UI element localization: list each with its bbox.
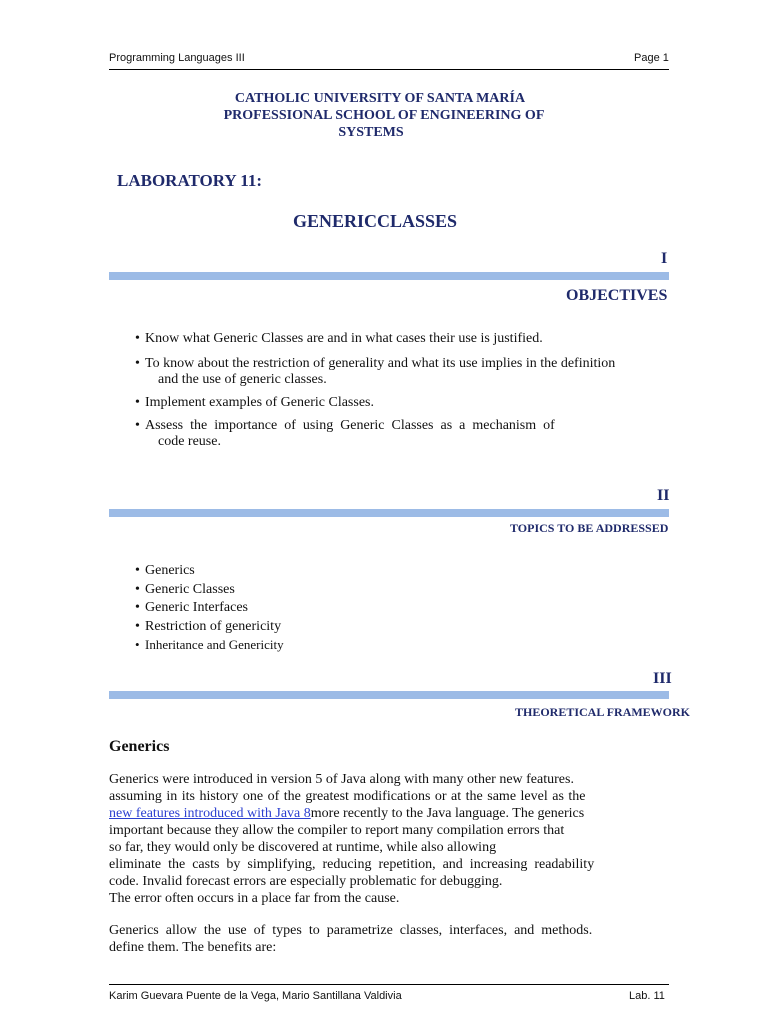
header-rule [109, 69, 669, 70]
topic-item: • Generics [135, 562, 284, 581]
section-3-band [109, 691, 669, 699]
footer-rule [109, 984, 669, 985]
running-header-page: Page 1 [634, 52, 669, 64]
objective-item: • Assess the importance of using Generic Classes as a mechanism of code reuse. [135, 418, 615, 450]
section-1-title: OBJECTIVES [566, 287, 668, 304]
footer-authors: Karim Guevara Puente de la Vega, Mario Santillana Valdivia [109, 990, 402, 1002]
section-3-title: THEORETICAL FRAMEWORK [515, 705, 691, 719]
topics-list [135, 562, 284, 655]
institution-line-2: PROFESSIONAL SCHOOL OF ENGINEERING OF [223, 108, 545, 123]
topic-item: • Inheritance and Genericity [135, 636, 284, 655]
generics-heading: Generics [109, 738, 170, 755]
institution-line-3: SYSTEMS [338, 125, 404, 140]
java8-features-link[interactable]: new features introduced with Java 8 [109, 806, 311, 821]
institution-block [0, 90, 768, 141]
section-1-numeral: I [661, 250, 668, 267]
objectives-list [135, 331, 615, 450]
objective-item: • To know about the restriction of generality and what its use implies in the definition and the use of generic classes. [135, 356, 615, 388]
generics-paragraph-2: Generics allow the use of types to parametrize classes, interfaces, and methods. define them. The benefits are: [109, 923, 593, 955]
objective-item: • Implement examples of Generic Classes. [135, 395, 615, 411]
section-1-band [109, 272, 669, 280]
section-3-numeral: III [653, 670, 672, 687]
lab-label: LABORATORY 11: [117, 171, 263, 190]
topic-item: • Generic Interfaces [135, 599, 284, 618]
section-2-band [109, 509, 669, 517]
generics-paragraph-1: Generics were introduced in version 5 of Java along with many other new features. assuming in its history one of the greatest modifications or at the same level as the new features introduced with Java 8more recently to the Java language. The generics important because they allow the compiler to report many compilation errors that so far, they would only be discovered at runtime, while also allowing eliminate the casts by simplifying, reducing repetition, and increasing readability code. Invalid forecast errors are especially problematic for debugging. The error often occurs in a place far from the cause. [109, 772, 595, 906]
institution-line-1: CATHOLIC UNIVERSITY OF SANTA MARÍA [234, 91, 526, 106]
objective-item: • Know what Generic Classes are and in what cases their use is justified. [135, 331, 615, 348]
topic-item: • Restriction of genericity [135, 618, 284, 637]
topic-item: • Generic Classes [135, 581, 284, 600]
footer-lab: Lab. 11 [629, 990, 665, 1002]
running-header-course: Programming Languages III [109, 52, 245, 64]
section-2-numeral: II [657, 487, 670, 504]
section-2-title: TOPICS TO BE ADDRESSED [510, 521, 669, 535]
lab-title: GENERICCLASSES [293, 211, 458, 231]
